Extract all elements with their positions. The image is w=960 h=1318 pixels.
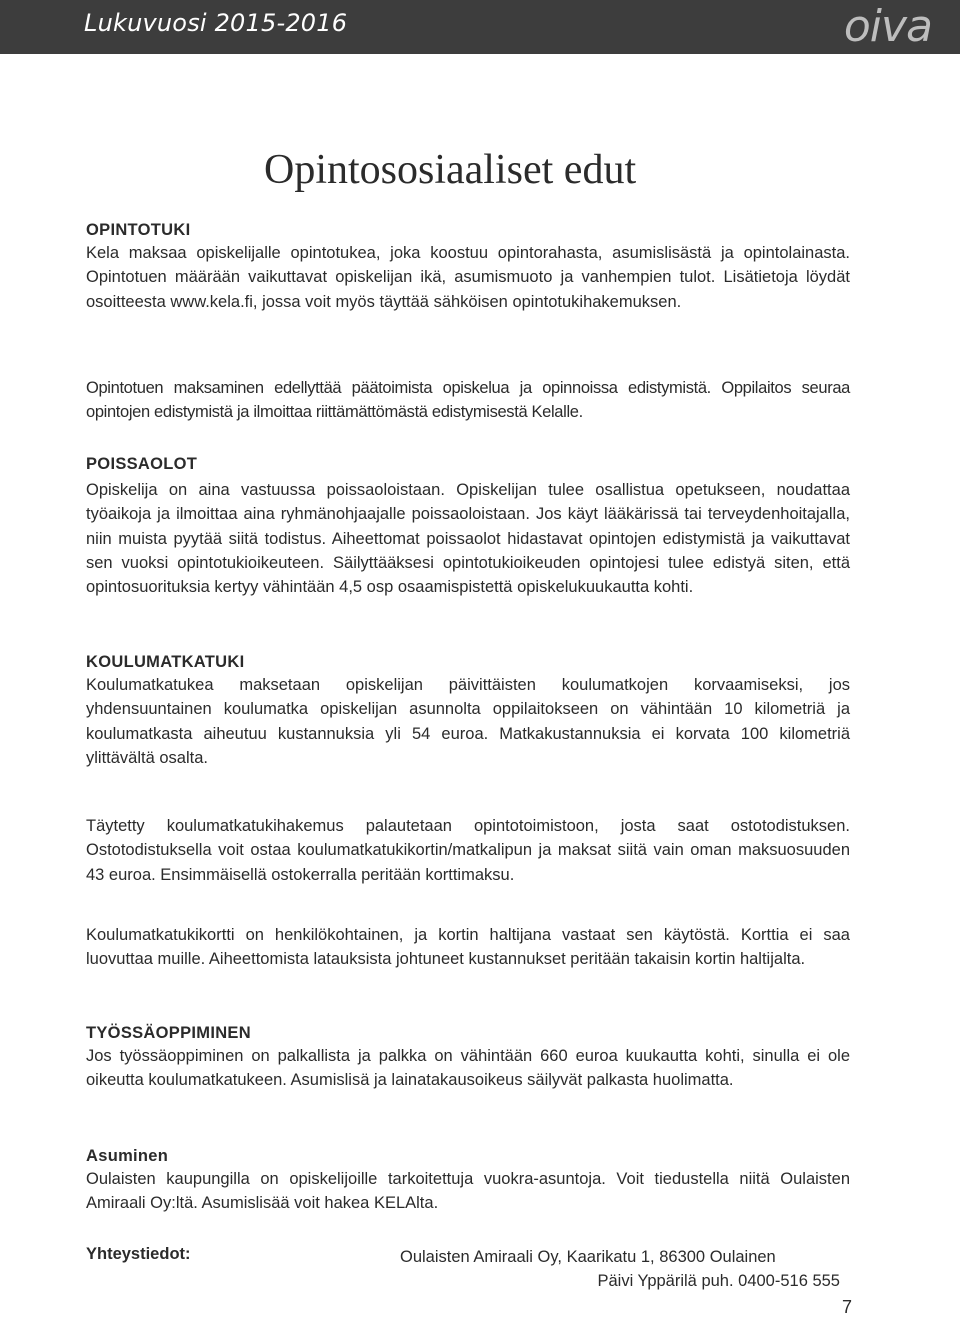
page-title: Opintososiaaliset edut <box>264 147 637 193</box>
contact-phone: Päivi Yppärilä puh. 0400-516 555 <box>597 1272 840 1290</box>
page-number: 7 <box>841 1297 852 1317</box>
paragraph: Täytetty koulumatkatukihakemus palautetaan opintotoimistoon, josta saat ostotodistuksen. Ostotodistuksella voit ostaa koulumatkatukikortin/matkalipun ja maksat siitä vain oman maksuosuuden 43 euroa. Ensimmäisellä ostokerralla peritään korttimaksu. <box>86 817 850 884</box>
paragraph: Koulumatkatukikortti on henkilökohtainen, ja kortin haltijana vastaat sen käytöstä. Korttia ei saa luovuttaa muille. Aiheettomista latauksista johtuneet kustannukset peritään takaisin kortin haltijalta. <box>86 926 850 969</box>
section-heading: OPINTOTUKI <box>86 221 191 239</box>
section-poissaolot <box>86 453 850 599</box>
section-koulumatkatuki <box>86 651 850 770</box>
section-tyossaoppiminen <box>86 1022 850 1093</box>
section-asuminen <box>86 1145 850 1216</box>
section-heading: Asuminen <box>86 1147 169 1165</box>
paragraph: Oulaisten kaupungilla on opiskelijoille tarkoitettuja vuokra-asuntoja. Voit tiedustella niitä Oulaisten Amiraali Oy:ltä. Asumislisää voit hakea KELAlta. <box>86 1170 850 1213</box>
school-year-label: Lukuvuosi 2015-2016 <box>84 9 348 37</box>
paragraph: Opintotuen maksaminen edellyttää päätoimista opiskelua ja opinnoissa edistymistä. Oppilaitos seuraa opintojen edistymistä ja ilmoittaa riittämättömästä edistymisestä Kelalle. <box>86 379 850 422</box>
section-heading: POISSAOLOT <box>86 455 198 473</box>
section-opintotuki-continued <box>86 376 850 425</box>
section-heading: KOULUMATKATUKI <box>86 653 245 671</box>
contact-address: Oulaisten Amiraali Oy, Kaarikatu 1, 86300 Oulainen <box>400 1248 776 1266</box>
contact-label: Yhteystiedot: <box>86 1245 191 1263</box>
koulumatkatuki-paragraph-2 <box>86 814 850 887</box>
paragraph: Jos työssäoppiminen on palkallista ja palkka on vähintään 660 euroa kuukautta kohti, sinulla ei ole oikeutta koulumatkatukeen. Asumislisä ja lainatakausoikeus säilyvät palkasta huolimatta. <box>86 1047 850 1090</box>
oiva-logo: oiva <box>843 1 932 52</box>
section-opintotuki <box>86 219 850 314</box>
koulumatkatuki-paragraph-3 <box>86 923 850 972</box>
paragraph: Koulumatkatukea maksetaan opiskelijan päivittäisten koulumatkojen korvaamiseksi, jos yhdensuuntainen koulumatka opiskelijan asunnolta oppilaitokseen on vähintään 10 kilometriä ja koulumatkasta aiheutuu kustannuksia yli 54 euroa. Matkakustannuksia ei korvata 100 kilometriä ylittävältä osalta. <box>86 676 850 767</box>
paragraph: Opiskelija on aina vastuussa poissaoloistaan. Opiskelijan tulee osallistua opetukseen, noudattaa työaikoja ja ilmoittaa aina ryhmänohjaajalle poissaoloistaan. Jos käyt lääkärissä tai terveydenhoitajalla, niin muista pyytää siitä todistus. Aiheettomat poissaolot hidastavat opintojen edistymistä ja vaikuttavat sen vuoksi opintotukioikeuteen. Säilyttääksesi opintotukioikeuden opintojesi tulee edistyä siten, että opintosuorituksia kertyy vähintään 4,5 osp osaamispistettä opiskelukuukautta kohti. <box>86 481 850 597</box>
section-heading: TYÖSSÄOPPIMINEN <box>86 1024 251 1042</box>
paragraph: Kela maksaa opiskelijalle opintotukea, joka koostuu opintorahasta, asumislisästä ja opintolainasta. Opintotuen määrään vaikuttavat opiskelijan ikä, asumismuoto ja vanhempien tulot. Lisätietoja löydät osoitteesta www.kela.fi, jossa voit myös täyttää sähköisen opintotukihakemuksen. <box>86 244 850 311</box>
page-header <box>0 0 960 54</box>
contact-info <box>400 1245 840 1293</box>
